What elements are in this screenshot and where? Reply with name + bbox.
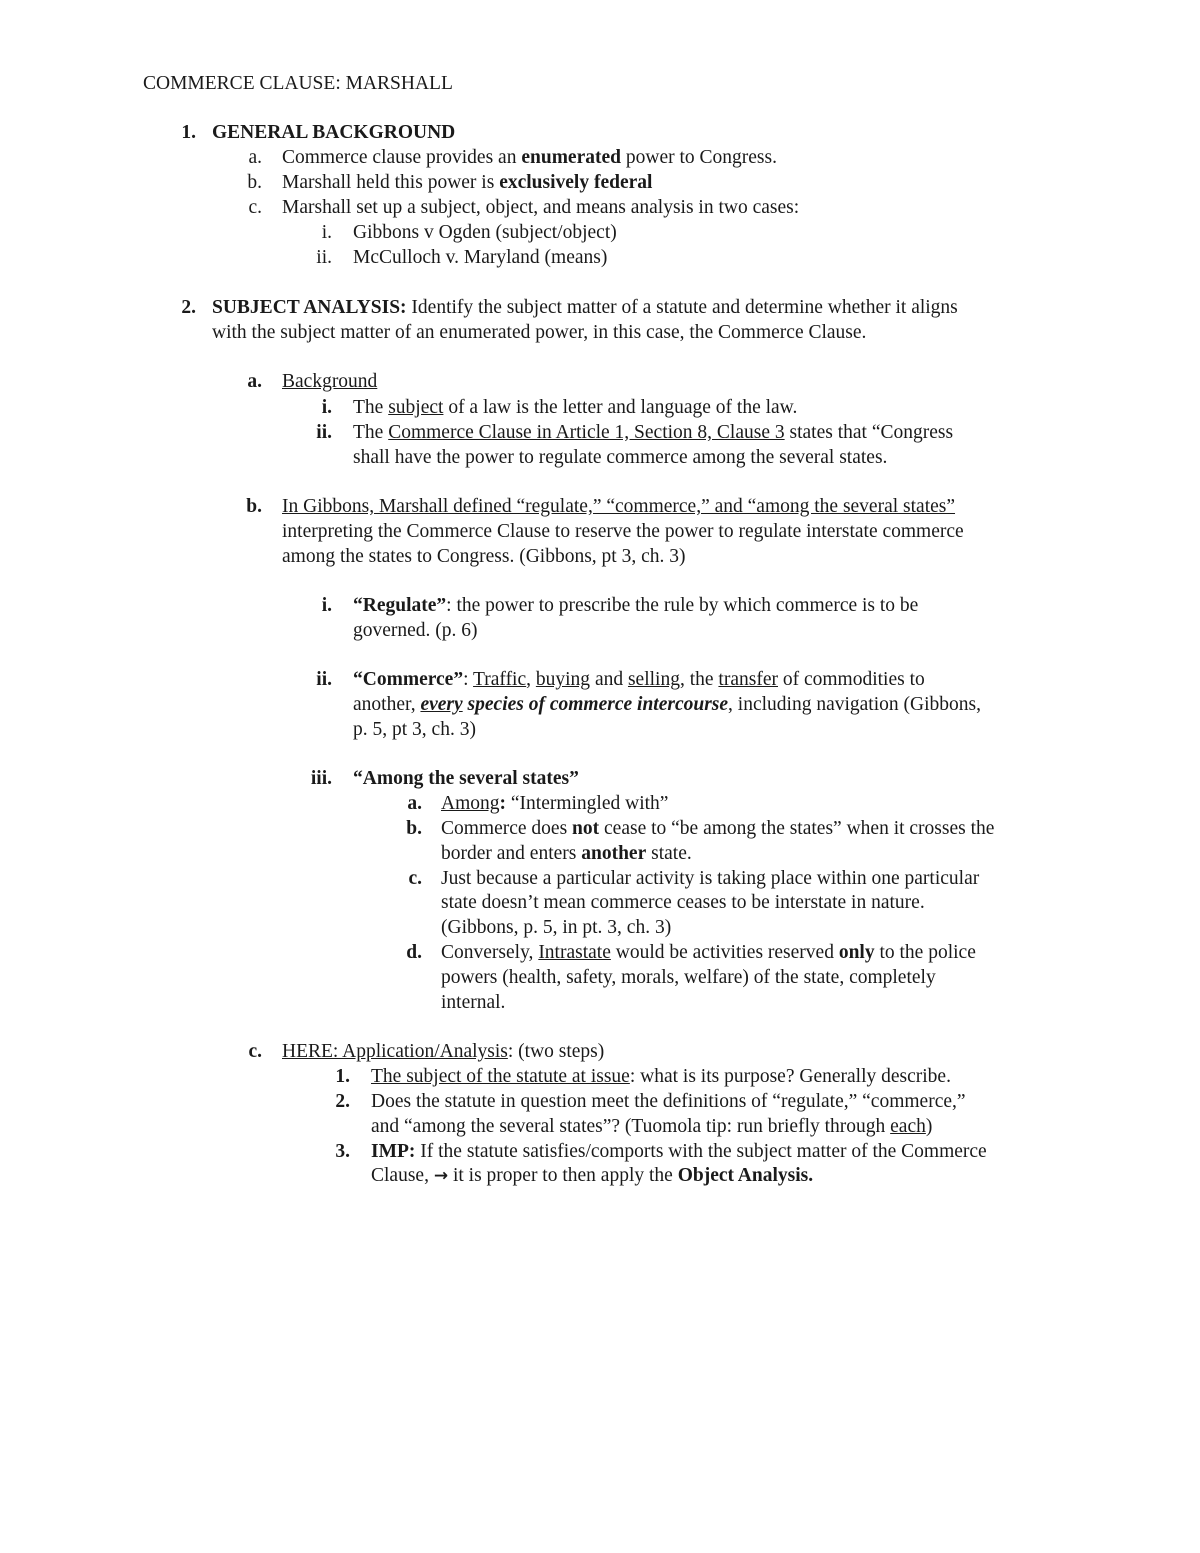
right-arrow-icon: → xyxy=(433,1166,449,1186)
list-marker: c. xyxy=(248,197,262,218)
list-item: Commerce does not cease to “be among the states” when it crosses the xyxy=(441,818,995,839)
list-marker: i. xyxy=(321,397,332,418)
document-title: COMMERCE CLAUSE: MARSHALL xyxy=(143,73,453,94)
step-item: Does the statute in question meet the definitions of “regulate,” “commerce,” xyxy=(371,1091,966,1112)
definition-item-continued: p. 5, pt 3, ch. 3) xyxy=(353,719,476,740)
list-marker: ii. xyxy=(316,422,332,443)
list-item: The Commerce Clause in Article 1, Section 8, Clause 3 states that “Congress xyxy=(353,422,954,443)
step-item: IMP: If the statute satisfies/comports with the subject matter of the Commerce xyxy=(371,1141,987,1162)
list-marker: d. xyxy=(406,942,422,963)
list-item: Conversely, Intrastate would be activities reserved only to the police xyxy=(441,942,976,963)
definition-item: “Commerce”: Traffic, buying and selling, the transfer of commodities to xyxy=(353,669,925,690)
list-item: Commerce clause provides an enumerated power to Congress. xyxy=(282,147,777,168)
list-marker: ii. xyxy=(316,669,332,690)
section-number: 2. xyxy=(181,297,196,318)
list-item-continued: powers (health, safety, morals, welfare) of the state, completely xyxy=(441,967,936,988)
paragraph-line: interpreting the Commerce Clause to reserve the power to regulate interstate commerce xyxy=(282,521,964,542)
section-number: 1. xyxy=(181,122,196,143)
list-item: McCulloch v. Maryland (means) xyxy=(353,247,608,268)
list-marker: c. xyxy=(248,1041,262,1062)
list-item: Marshall held this power is exclusively federal xyxy=(282,172,653,193)
section-intro-continued: with the subject matter of an enumerated power, in this case, the Commerce Clause. xyxy=(212,322,867,343)
list-marker: i. xyxy=(321,222,332,243)
list-item-continued: state doesn’t mean commerce ceases to be interstate in nature. xyxy=(441,892,925,913)
subsection-heading: HERE: Application/Analysis: (two steps) xyxy=(282,1041,605,1062)
list-item: Marshall set up a subject, object, and means analysis in two cases: xyxy=(282,197,800,218)
list-item: Among: “Intermingled with” xyxy=(441,793,669,814)
section-intro: SUBJECT ANALYSIS: Identify the subject matter of a statute and determine whether it aligns xyxy=(212,297,958,318)
list-item: The subject of a law is the letter and language of the law. xyxy=(353,397,798,418)
definition-item: “Among the several states” xyxy=(353,768,579,789)
definition-item: “Regulate”: the power to prescribe the rule by which commerce is to be xyxy=(353,595,919,616)
list-marker: 1. xyxy=(335,1066,350,1087)
list-item: Gibbons v Ogden (subject/object) xyxy=(353,222,617,243)
list-marker: iii. xyxy=(310,768,332,789)
definition-item-continued: governed. (p. 6) xyxy=(353,620,478,641)
list-marker: b. xyxy=(246,496,262,517)
list-item-continued: shall have the power to regulate commerce among the several states. xyxy=(353,447,888,468)
list-item-continued: (Gibbons, p. 5, in pt. 3, ch. 3) xyxy=(441,917,672,938)
step-item-continued: and “among the several states”? (Tuomola tip: run briefly through each) xyxy=(371,1116,933,1137)
list-marker: a. xyxy=(407,793,422,814)
list-item-continued: border and enters another state. xyxy=(441,843,692,864)
paragraph-line: among the states to Congress. (Gibbons, pt 3, ch. 3) xyxy=(282,546,686,567)
subsection-heading: Background xyxy=(282,371,378,392)
list-marker: ii. xyxy=(316,247,332,268)
step-item-continued: Clause, → it is proper to then apply the Object Analysis. xyxy=(371,1165,814,1186)
section-heading: GENERAL BACKGROUND xyxy=(212,122,456,143)
list-marker: i. xyxy=(321,595,332,616)
list-marker: 2. xyxy=(335,1091,350,1112)
list-item: Just because a particular activity is taking place within one particular xyxy=(441,868,980,889)
list-marker: b. xyxy=(247,172,262,193)
list-marker: c. xyxy=(408,868,422,889)
list-marker: b. xyxy=(406,818,422,839)
step-item: The subject of the statute at issue: what is its purpose? Generally describe. xyxy=(371,1066,951,1087)
list-marker: a. xyxy=(248,147,262,168)
definition-item-continued: another, every species of commerce intercourse, including navigation (Gibbons, xyxy=(353,694,981,715)
subsection-heading: In Gibbons, Marshall defined “regulate,” “commerce,” and “among the several states” xyxy=(282,496,956,517)
list-marker: a. xyxy=(247,371,262,392)
list-item-continued: internal. xyxy=(441,992,506,1013)
list-marker: 3. xyxy=(335,1141,350,1162)
